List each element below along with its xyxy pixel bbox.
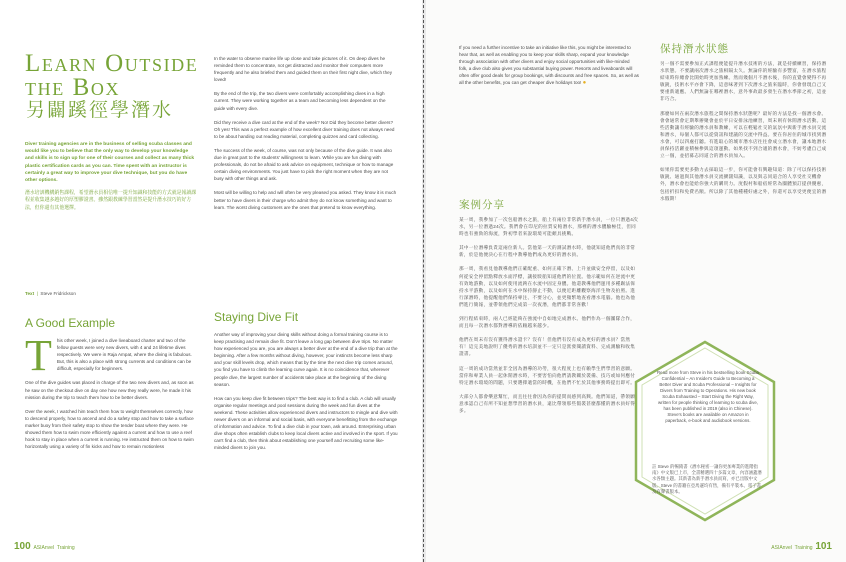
column-2 xyxy=(214,55,398,218)
sidebar-chinese-text: 註 Steve 的暢銷書《潛水秘密一讓你更加專業的進階指南》中文版已上市，全書精選四十多篇文章，內容涵蓋潛水各類主題。其新書為新手潛水員而寫，亦已出版中文版。Steve 的書籍在亞馬遜均有售，備有平裝本、電子書及有聲書版本。 xyxy=(652,464,762,494)
magazine-name: ASIAnvel xyxy=(33,545,55,551)
footer-left xyxy=(14,541,75,552)
column-4 xyxy=(660,60,828,209)
drop-cap: T xyxy=(25,331,52,380)
author-credit: Text | Steve Fridrickson xyxy=(25,291,76,296)
column-3-top xyxy=(459,44,639,95)
page-fold-line xyxy=(423,0,424,562)
sidebar-english-text: Read more from Steve in his bestselling book Scuba Confidential – An Insider's Guide to Becoming a Better Diver and Scuba Professional – Insights for Divers from Training to Operations. His new book Scuba Exhausted – Start Diving the Right Way, written for people thinking of learning to scuba dive, has been published in 2019 (also in Chinese). Steve's books are available on Amazon in paperback, e-book and audiobook versions. xyxy=(656,370,759,423)
case-paragraph: 到行程結束時，兩人已經能夠在強流中自如地完成潛水。他們作為一個團隊合作，而且每一次潛水都對潛導的依賴越來越少。 xyxy=(459,316,636,329)
case-paragraph: 大部分人都會樂意幫忙，而且往往會因為你的提問而感到高興。他們知道，帶領願意承認自己有所不知並想學習的潛水員，遠比帶領那些假裝甚麼都懂的潛水員好得多。 xyxy=(459,393,636,413)
column-3 xyxy=(459,216,639,421)
body-paragraph: The success of the week, of course, was not only because of the dive guide. It was also due in great part to the students' willingness to learn. While you are fun diving with professionals, do not be afraid to ask advice on equipment, technique or how to manage certain diving environments. You just have to pick the right moment when they are not busy with other things and ask. xyxy=(214,147,394,182)
section-name: Training xyxy=(56,545,75,551)
section-name: Training xyxy=(794,545,813,551)
case-paragraph: 某一周，我參加了一次包船潛水之旅，船上有兩位非常新手潛水員，一位只潛過4次水，另一位潛過24次。我們會在印尼的拉賈安帕潛水，那裡的潛水體驗極佳，但同時也有強勁的海流，對初學者來說環境可能頗具挑戰。 xyxy=(459,217,639,237)
section-heading-fit: 保持潛水狀態 xyxy=(660,43,729,55)
page-title: Learn Outside the Box xyxy=(25,50,199,101)
section-heading-staying: Staying Dive Fit xyxy=(214,310,299,324)
footer-right xyxy=(771,541,832,552)
intro-block xyxy=(25,141,197,218)
magazine-name: ASIAnvel xyxy=(771,545,792,551)
intro-chinese: 潛水培訓機構銷售課程，希望潛水員相信唯一提升知識和技能的方式就是報讀課程並收集越多越好的厚塑膠證書。雖然跟教練學習當然是提升潛水技巧的好方法，但你還有其他選擇。 xyxy=(25,191,197,211)
fit-paragraph: 如果你需要更多動力去採取這一步，你可能會有興趣知道：除了可以保持技術敏銳、通過與其他潛水員交流擴闊知識，以及與志同道合的人享受社交機會外，潛水會也能給你強大的購買力。度假村和船宿經常為團體預訂提供優惠，包括折扣和免費名額。所以除了其他種種好處之外，你還可以享受更便宜的潛水假期！ xyxy=(660,167,827,201)
example-paragraph-1: T his other week, I joined a dive liveaboard charter and two of the fellow guests were very new divers, with 4 and 24 lifetime dives respectively. We were in Raja Ampat, where the diving is fabulous. But, this is also a place with strong currents and conditions can be difficult, especially for beginners. xyxy=(25,331,192,380)
section-heading-example: A Good Example xyxy=(25,316,116,330)
page-number: 100 xyxy=(14,541,31,552)
body-paragraph: If you need a further incentive to take an initiative like this, you might be interested to hear that, as well as enabling you to keep your skills sharp, expand your knowledge through association with other divers and enjoy social opportunities with like-minded folk, a dive club also gives you substantial buying power. Resorts and liveaboards will often offer good deals for group bookings, with discounts and free spaces. So, as well as all the other benefits, you can get cheaper dive holidays too! ● xyxy=(459,45,639,87)
case-paragraph: 其中一位潛導負責這兩位新人。當他第一天的測試潛水時，他就知道他們真的非常新，於是他便決心在行程中教導他們成為更好的潛水員。 xyxy=(459,245,636,258)
page-number: 101 xyxy=(815,541,832,552)
page-title-chinese: 另闢蹊徑學潛水 xyxy=(26,100,174,121)
left-page xyxy=(0,0,422,562)
case-paragraph: 這一周的成功當然並非全因為潛導的功勞，很大程度上也有賴學生們學習的意願。當你和專業人員一起休閒潛水時，不要害怕向他們請教關於裝備、技巧或如何應付特定潛水環境的問題，只要選擇適當的時機，在他們不忙於其他事務時提出即可。 xyxy=(459,365,636,385)
section-heading-case: 案例分享 xyxy=(459,199,505,211)
case-paragraph: 那一周，我看見他教導他們正確配重、如何正確下潛、上升並做安全停留，以及如何從安全停留點釋放水面浮標，讓接駁船知道他們的位置。他示範如何在逆流中更有效地游動，以及如何使用流鉤在水流中固定身體。他還教導他們運用多種踢法保持水平游動，以及如何在水中保持靜止不動，以便近距離觀察海洋生物及拍照。進行深潛時，他提醒他們保持專注、不要分心，並更頻繁地查看潛水電腦。他也為他們進行簡報，並帶領他們完成第一次夜潛，他們都非常喜歡！ xyxy=(459,266,636,307)
column-2-lower xyxy=(214,331,398,459)
body-paragraph: Did they receive a dive card at the end of the week? No! Did they become better divers? Oh yes! This was a perfect example of how excellent diver training does not always need to be about handing out reading material, completing quizzes and card collecting. xyxy=(214,119,395,139)
intro-english: Diver training agencies are in the business of selling scuba classes and would like you to believe that the only way to develop your knowledge and skills is to sign up for one of their courses and collect as many thick plastic certification cards as you can. Time spent with an instructor is certainly a great way to improve your dive technique, but you do have other options. xyxy=(25,142,195,184)
body-paragraph: Most will be willing to help and will often be very pleased you asked. They know it is much better to have divers in their charge who admit they do not know something and want to learn. The worst diving customers are the ones that pretend to know everything. xyxy=(214,190,397,210)
example-paragraph-3: Over the week, I watched him teach them how to weight themselves correctly, how to descend properly, how to ascend and do a safety stop and how to take a surface marker buoy from their safety stop to show the tender boat where they were. He showed them how to swim more efficiently against a current and how to use a reef hook to stay in place when a current is running. He instructed them on how to swim horizontally using a variety of fin kicks and how to remain motionless xyxy=(25,408,194,450)
example-paragraph-2: One of the dive guides was placed in charge of the two new divers and, as soon as he saw on the checkout dive on day one how new they really were, he made it his mission during the trip to teach them how to be better divers. xyxy=(25,380,194,400)
body-paragraph: By the end of the trip, the two divers were comfortably accomplishing dives in a high current. They were working together as a team and becoming less dependent on the guide with every dive. xyxy=(214,91,386,111)
body-paragraph: In the water to observe marine life up close and take pictures of it. On deep dives he reminded them to concentrate, not get distracted and monitor their computers more frequently and he also briefed them and guided them on their first night dive, which they loved! xyxy=(214,56,392,83)
body-paragraph: How can you keep dive fit between trips? The best way is to find a club. A club will usually organise regular meetings and pool sessions during the week and fun dives at the weekend. These activities allow experienced divers and instructors to mingle and dive with newer divers on an informal and social basis, with everyone benefitting from the exchange of information and advice. To find a dive club in your town, ask around. Enterprising urban dive shops often establish clubs to keep local divers active and involved in the sport. If you can't find a club, then think about establishing one yourself and recruiting some like-minded divers to join you. xyxy=(214,395,398,451)
credit-author: Steve Fridrickson xyxy=(40,291,76,296)
credit-label: Text xyxy=(25,291,35,296)
case-paragraph: 他們在周末有沒有獲得潛水證卡？沒有！但他們有沒有成為更好的潛水員？當然有！這完美地說明了優秀的潛水培訓並不一定只是派發閱讀資料、完成測驗和收集證書。 xyxy=(459,337,636,357)
body-paragraph: Another way of improving your diving skills without doing a formal training course is to keep practising and remain dive fit. Don't leave a long gap between dive trips. No matter how experienced you are, you are always a better diver at the end of a dive trip than at the beginning. After a few months without diving, however, your instincts become less sharp and your skill levels drop, which means that by the time the next dive trip comes around, you find you have to climb the learning curve again. It is no coincidence that, wherever people dive, the largest number of accidents take place at the beginning of the diving season. xyxy=(214,332,398,387)
fit-paragraph: 另一個不需要參加正式課程便能提升潛水技術的方法，就是持續練習，保持潛水狀態。不要讓兩次潛水之旅相隔太久。無論你的經驗有多豐富，在潛水旅程結束時你總會比開始時更加熟練。然而幾個月不潛水後，你的直覺會變得不再敏銳，技術水平亦會下降，這意味著到下次潛水之旅來臨時，你會發現自己又要重新適應。人們無論在哪裡潛水，意外事故最多發生在潛水季節之初，這並非巧合。 xyxy=(660,61,827,102)
column-1 xyxy=(25,331,197,457)
lightbulb-icon: ● xyxy=(582,80,587,87)
fit-paragraph: 那麼如何在兩次潛水旅程之間保持潛水狀態呢？最好的方法是找一個潛水會。會會通常會定期舉辦聚會並於平日安排泳池練習，周末則有休閒潛水活動。這些活動讓有經驗的潛水員和教練，可以在輕鬆社交的氣氛中與新手潛水員交流和潛水，每個人都可以從資訊和建議的交流中得益。要在你居住的城市找到潛水會，可以四處打聽。有進取心的城市潛水店往往會成立潛水會，讓本地潛水員保持活躍並積極參與這項運動。如果找不到合適的潛水會，不妨考慮自己成立一個，並招募志同道合的潛水員加入。 xyxy=(660,110,827,159)
